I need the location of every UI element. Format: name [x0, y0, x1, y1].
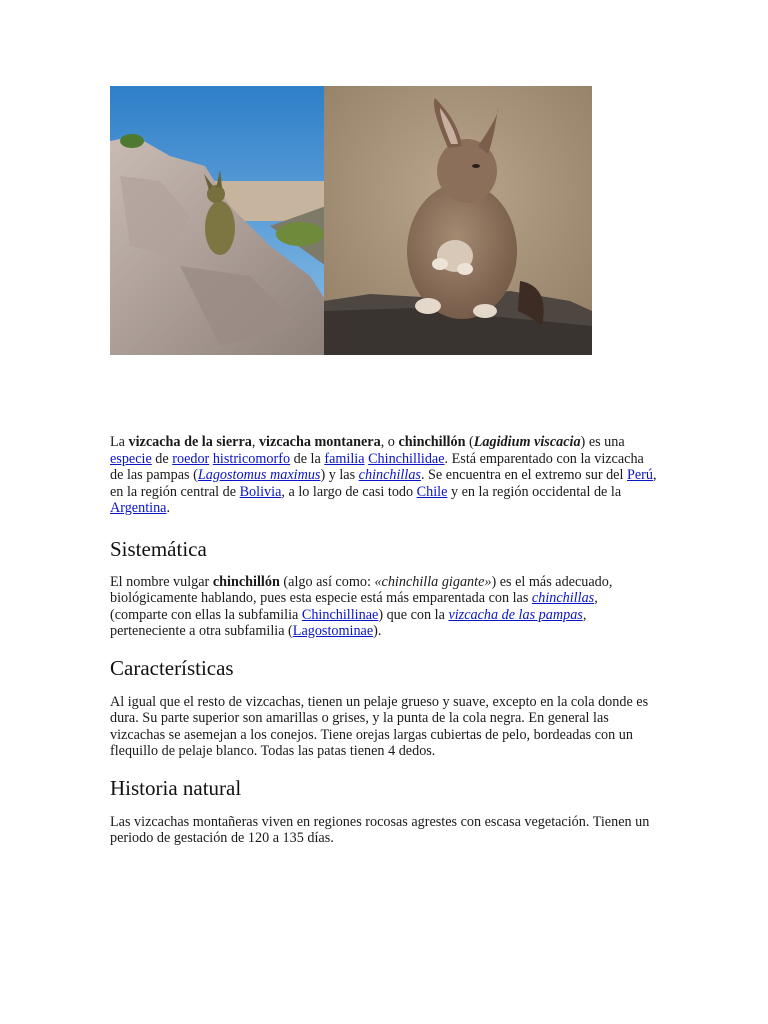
bold-term: chinchillón [398, 434, 466, 450]
link-bolivia[interactable]: Bolivia [239, 483, 282, 500]
link-chinchillas-2[interactable]: chinchillas [531, 590, 595, 606]
link-familia[interactable]: familia [324, 450, 365, 467]
bold-term: chinchillón [212, 573, 280, 590]
link-especie[interactable]: especie [110, 450, 152, 467]
vizcacha-photo [110, 86, 592, 355]
link-chinchillas[interactable]: chinchillas [358, 467, 421, 483]
italic-term: «chinchilla gigante» [374, 573, 492, 590]
link-chinchillidae[interactable]: Chinchillidae [368, 450, 445, 467]
sistematica-paragraph: El nombre vulgar chinchillón (algo así como: «chinchilla gigante») es el más adecuado, biológicamente hablando, pues esta especie está más emparentada con las chinchillas, (comparte con ellas la subfamilia Chinchillinae) que con la vizcacha de las pampas, perteneciente a otra subfamilia (Lagostominae). [110, 573, 613, 639]
intro-paragraph: La vizcacha de la sierra, vizcacha montanera, o chinchillón (Lagidium viscacia) es una especie de roedor histricomorfo de la familia Chinchillidae. Está emparentado con la vizcacha de las pampas (Lagostomus maximus) y las chinchillas. Se encuentra en el extremo sur del Perú, en la región central de Bolivia, a lo largo de casi todo Chile y en la región occidental de la Argentina. [110, 434, 657, 516]
link-chinchillinae[interactable]: Chinchillinae [301, 606, 379, 623]
caracteristicas-paragraph: Al igual que el resto de vizcachas, tienen un pelaje grueso y suave, excepto en la cola donde es dura. Su parte superior son amarillas o grises, y la punta de la cola negra. En general las vizcachas se asemejan a los conejos. Tiene orejas largas cubiertas de pelo, bordeadas con un flequillo de pelaje blanco. Todas las patas tienen 4 dedos. [110, 693, 649, 759]
link-peru[interactable]: Perú [626, 467, 653, 483]
heading-caracteristicas: Características [110, 655, 234, 680]
bold-term: vizcacha de la sierra [128, 434, 252, 450]
link-vizcacha-de-las-pampas[interactable]: vizcacha de las pampas [448, 606, 583, 623]
heading-historia-natural: Historia natural [110, 775, 242, 800]
link-chile[interactable]: Chile [416, 483, 448, 500]
article-body [110, 434, 658, 847]
historia-paragraph: Las vizcachas montañeras viven en regiones rocosas agrestes con escasa vegetación. Tienen un periodo de gestación de 120 a 135 días. [110, 813, 650, 846]
link-lagostomus-maximus[interactable]: Lagostomus maximus [197, 467, 321, 483]
left-photo-panel [110, 86, 326, 355]
link-roedor[interactable]: roedor [172, 450, 210, 467]
link-lagostominae[interactable]: Lagostominae [292, 623, 374, 639]
link-argentina[interactable]: Argentina [110, 500, 167, 516]
link-histricomorfo[interactable]: histricomorfo [212, 450, 291, 467]
heading-sistematica: Sistemática [110, 536, 207, 561]
scientific-name: Lagidium viscacia [473, 434, 581, 450]
right-photo-panel [324, 86, 592, 355]
bold-term: vizcacha montanera [258, 434, 381, 450]
